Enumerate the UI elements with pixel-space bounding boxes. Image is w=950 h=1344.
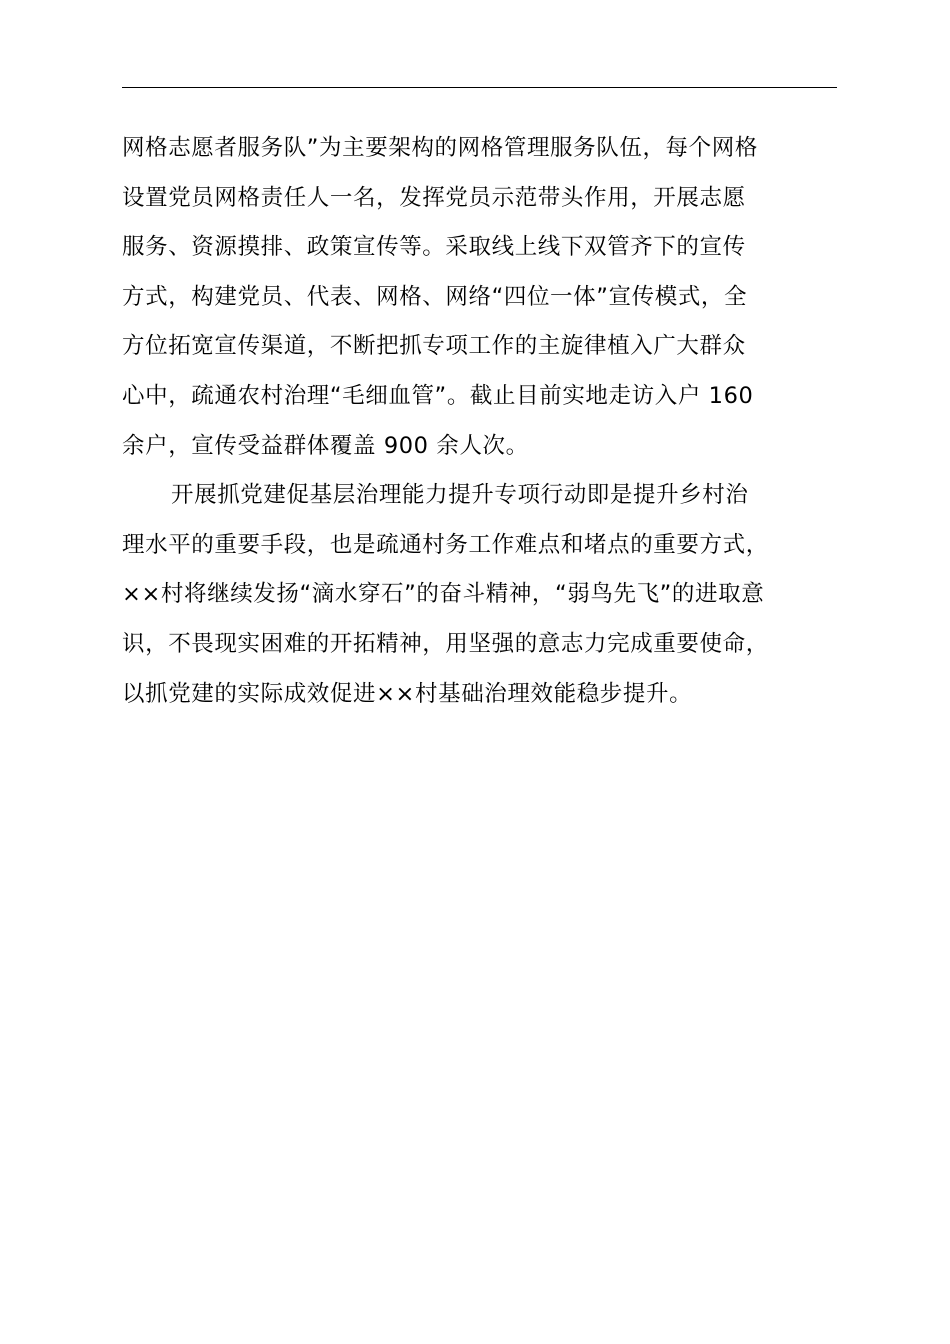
document-body: [122, 124, 842, 719]
text-line: 设置党员网格责任人一名，发挥党员示范带头作用，开展志愿: [122, 184, 746, 211]
text-line: 理水平的重要手段，也是疏通村务工作难点和堵点的重要方式，: [122, 531, 769, 558]
text-line: 服务、资源摸排、政策宣传等。采取线上线下双管齐下的宣传: [122, 234, 746, 261]
text-line: 余户，宣传受益群体覆盖 900 余人次。: [122, 432, 529, 459]
text-line: 识，不畏现实困难的开拓精神，用坚强的意志力完成重要使命，: [122, 630, 769, 657]
text-line: 开展抓党建促基层治理能力提升专项行动即是提升乡村治: [171, 482, 749, 509]
header-rule: [122, 87, 837, 88]
text-line: 网格志愿者服务队”为主要架构的网格管理服务队伍，每个网格: [122, 135, 758, 161]
paragraph-2: [122, 471, 842, 719]
text-line: 以抓党建的实际成效促进××村基础治理效能稳步提升。: [122, 680, 693, 707]
text-line: 心中，疏通农村治理“毛细血管”。截止目前实地走访入户 160: [122, 382, 754, 409]
text-line: 方位拓宽宣传渠道，不断把抓专项工作的主旋律植入广大群众: [122, 333, 746, 360]
text-line: 方式，构建党员、代表、网格、网络“四位一体”宣传模式，全: [122, 283, 748, 310]
paragraph-1: [122, 124, 842, 471]
text-line: ××村将继续发扬“滴水穿石”的奋斗精神，“弱鸟先飞”的进取意: [122, 581, 765, 608]
